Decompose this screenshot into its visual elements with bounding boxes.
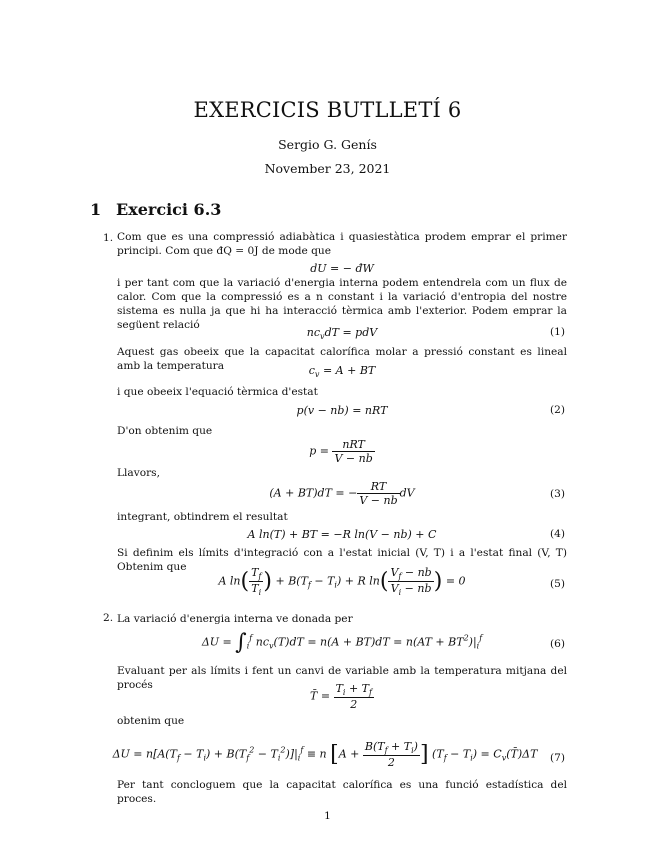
author-name: Sergio G. Genís: [278, 137, 377, 152]
equation-tmean: T̄ = $\frac{T_i + T_f}{2}$: [310, 682, 372, 711]
document-date: November 23, 2021: [264, 161, 391, 176]
equation-1: $nc_vdT$ = pdV: [306, 326, 378, 341]
equation-cv: $c_v = A$ + BT: [308, 364, 376, 379]
section-number: 1: [90, 200, 102, 219]
item-1-paragraph-1: Com que es una compressió adiabàtica i quasiestàtica prodem emprar el primer principi. Com que đQ = 0J de mode que: [117, 231, 567, 257]
item-1-paragraph-5: D'on obtenim que: [117, 425, 213, 437]
item-1-paragraph-4: i que obeeix l'equació tèrmica d'estat: [117, 386, 318, 398]
equation-du: dU = − đW: [310, 262, 374, 275]
item-2-paragraph-2: Evaluant per als límits i fent un canvi de variable amb la temperatura mitjana del procés: [117, 665, 567, 691]
equation-2: p(v − nb) = nRT: [296, 404, 388, 417]
equation-7-number: (7): [549, 752, 565, 764]
equation-6-number: (6): [549, 638, 565, 650]
item-1-paragraph-8: Si definim els límits d'integració con a l'estat inicial (V, T) i a l'estat final (V, T) Obtenim que: [117, 547, 567, 573]
page-number: 1: [324, 810, 331, 822]
equation-2-number: (2): [549, 404, 565, 416]
equation-3-number: (3): [549, 488, 565, 500]
item-2-paragraph-4: Per tant concloguem que la capacitat calorífica es una funció estadística del proces.: [117, 779, 567, 805]
equation-3: (A + BT)dT = − $\frac{RT}{V - nb}$ dV: [269, 480, 415, 507]
item-2-label: 2.: [103, 612, 114, 624]
item-2-paragraph-1: La variació d'energia interna ve donada per: [117, 613, 353, 625]
equation-p: p = $\frac{\text{nRT}}{V - nb}$: [309, 438, 373, 465]
equation-4-number: (4): [549, 528, 565, 540]
equation-1-number: (1): [549, 326, 565, 338]
equation-7: $\Delta U = n[A(T_f - T_i) + B(T_f^2 - T_i^2)]|_i^f \equiv n$ [A + $\frac{B(T_f + T_i)}{2}$ ] $(T_f - T_i)$ = $C_v(T̄)\Delta T$: [112, 740, 538, 769]
section-title: Exercici 6.3: [116, 200, 222, 219]
equation-6: $\Delta U = \int_i^f$ $nc_v(T)dT = n(A + BT)dT = n(AT + BT^2)|_i^f$: [201, 630, 483, 655]
item-1-label: 1.: [103, 232, 114, 244]
item-2-paragraph-3: obtenim que: [117, 715, 185, 727]
item-1-paragraph-7: integrant, obtindrem el resultat: [117, 511, 288, 523]
equation-5-number: (5): [549, 578, 565, 590]
item-1-paragraph-2: i per tant com que la variació d'energia interna podem entendrela com un flux de calor. Com que la compressió es a n constant i la variació d'entropia del nostre sistema es nulla ja que hi ha interacció tèrmica amb l'exterior. Podem emprar la següent relació: [117, 277, 567, 331]
equation-5: A ln( $\frac{T_f}{T_i}$ ) + $B(T_f - T_i) + R$ ln( $\frac{V_f - nb}{V_i - nb}$ ) = 0: [218, 566, 466, 597]
item-1-paragraph-6: Llavors,: [117, 467, 160, 479]
item-1-paragraph-3: Aquest gas obeeix que la capacitat calorífica molar a pressió constant es lineal amb la temperatura: [117, 346, 567, 372]
equation-4: A ln(T) + BT = −R ln(V − nb) + C: [247, 528, 437, 541]
document-title: EXERCICIS BUTLLETÍ 6: [193, 98, 462, 122]
section-heading: [90, 200, 221, 219]
